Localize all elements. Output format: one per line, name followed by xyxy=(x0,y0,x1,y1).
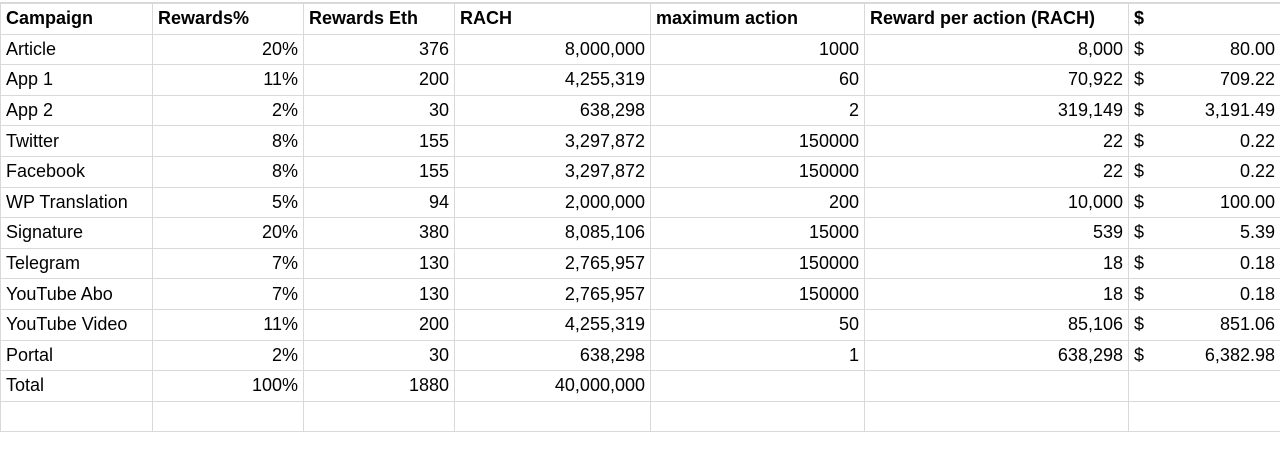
cell-empty[interactable] xyxy=(865,401,1129,432)
header-cell-usd[interactable]: $ xyxy=(1129,4,1280,35)
cell-campaign[interactable]: YouTube Abo xyxy=(1,279,153,310)
currency-symbol: $ xyxy=(1134,191,1145,212)
usd-value: 5.39 xyxy=(1239,222,1275,243)
cell-usd[interactable] xyxy=(1129,279,1280,310)
table-row xyxy=(1,309,1280,340)
cell-reward-per-action[interactable]: 85,106 xyxy=(865,309,1129,340)
cell-rach[interactable]: 638,298 xyxy=(455,340,651,371)
table-row xyxy=(1,156,1280,187)
cell-rewards-eth[interactable]: 30 xyxy=(304,340,455,371)
cell-max-action[interactable]: 150000 xyxy=(651,279,865,310)
header-cell-rach[interactable]: RACH xyxy=(455,4,651,35)
cell-total-rach[interactable]: 40,000,000 xyxy=(455,371,651,402)
cell-reward-per-action[interactable]: 18 xyxy=(865,279,1129,310)
cell-rewards-eth[interactable]: 200 xyxy=(304,65,455,96)
cell-reward-per-action[interactable]: 319,149 xyxy=(865,95,1129,126)
currency-symbol: $ xyxy=(1134,100,1145,121)
table-row xyxy=(1,218,1280,249)
cell-rach[interactable]: 638,298 xyxy=(455,95,651,126)
cell-max-action[interactable]: 15000 xyxy=(651,218,865,249)
table-row xyxy=(1,126,1280,157)
cell-usd[interactable] xyxy=(1129,340,1280,371)
cell-usd[interactable] xyxy=(1129,248,1280,279)
currency-symbol: $ xyxy=(1134,38,1145,59)
cell-rewards-eth[interactable]: 380 xyxy=(304,218,455,249)
cell-usd[interactable] xyxy=(1129,309,1280,340)
cell-rewards-pct[interactable]: 8% xyxy=(153,126,304,157)
cell-max-action[interactable]: 1000 xyxy=(651,34,865,65)
cell-campaign[interactable]: WP Translation xyxy=(1,187,153,218)
cell-max-action[interactable]: 50 xyxy=(651,309,865,340)
cell-rach[interactable]: 2,765,957 xyxy=(455,279,651,310)
cell-rewards-eth[interactable]: 155 xyxy=(304,156,455,187)
cell-max-action[interactable]: 150000 xyxy=(651,156,865,187)
cell-rach[interactable]: 4,255,319 xyxy=(455,309,651,340)
cell-rewards-pct[interactable]: 20% xyxy=(153,218,304,249)
cell-rach[interactable]: 8,085,106 xyxy=(455,218,651,249)
spreadsheet-table xyxy=(0,3,1280,432)
cell-rewards-pct[interactable]: 7% xyxy=(153,248,304,279)
cell-rewards-eth[interactable]: 130 xyxy=(304,248,455,279)
cell-rach[interactable]: 3,297,872 xyxy=(455,156,651,187)
currency-symbol: $ xyxy=(1134,130,1145,151)
cell-campaign[interactable]: YouTube Video xyxy=(1,309,153,340)
cell-rewards-eth[interactable]: 94 xyxy=(304,187,455,218)
table-row xyxy=(1,279,1280,310)
cell-rach[interactable]: 8,000,000 xyxy=(455,34,651,65)
cell-rewards-eth[interactable]: 155 xyxy=(304,126,455,157)
empty-row xyxy=(1,401,1280,432)
cell-usd[interactable] xyxy=(1129,187,1280,218)
cell-total-rewards-pct[interactable]: 100% xyxy=(153,371,304,402)
total-row xyxy=(1,371,1280,402)
cell-campaign[interactable]: Twitter xyxy=(1,126,153,157)
usd-value: 709.22 xyxy=(1219,69,1275,90)
cell-empty[interactable] xyxy=(1129,401,1280,432)
cell-reward-per-action[interactable]: 539 xyxy=(865,218,1129,249)
cell-max-action[interactable]: 200 xyxy=(651,187,865,218)
currency-symbol: $ xyxy=(1134,161,1145,182)
cell-empty[interactable] xyxy=(153,401,304,432)
cell-campaign[interactable]: App 2 xyxy=(1,95,153,126)
cell-campaign[interactable]: Telegram xyxy=(1,248,153,279)
cell-campaign[interactable]: Article xyxy=(1,34,153,65)
header-cell-campaign[interactable]: Campaign xyxy=(1,4,153,35)
cell-usd[interactable] xyxy=(1129,65,1280,96)
cell-rewards-pct[interactable]: 11% xyxy=(153,65,304,96)
cell-empty[interactable] xyxy=(455,401,651,432)
cell-reward-per-action[interactable]: 22 xyxy=(865,156,1129,187)
usd-value: 851.06 xyxy=(1219,314,1275,335)
cell-empty[interactable] xyxy=(651,371,865,402)
cell-rewards-pct[interactable]: 11% xyxy=(153,309,304,340)
cell-usd[interactable] xyxy=(1129,34,1280,65)
currency-symbol: $ xyxy=(1134,344,1145,365)
cell-max-action[interactable]: 150000 xyxy=(651,248,865,279)
cell-max-action[interactable]: 60 xyxy=(651,65,865,96)
cell-rach[interactable]: 2,765,957 xyxy=(455,248,651,279)
cell-rewards-eth[interactable]: 376 xyxy=(304,34,455,65)
cell-empty[interactable] xyxy=(1129,371,1280,402)
table-row xyxy=(1,34,1280,65)
cell-max-action[interactable]: 150000 xyxy=(651,126,865,157)
usd-value: 0.18 xyxy=(1239,253,1275,274)
usd-value: 6,382.98 xyxy=(1204,344,1275,365)
cell-max-action[interactable]: 1 xyxy=(651,340,865,371)
cell-rach[interactable]: 4,255,319 xyxy=(455,65,651,96)
cell-rewards-pct[interactable]: 7% xyxy=(153,279,304,310)
table-row xyxy=(1,340,1280,371)
cell-usd[interactable] xyxy=(1129,218,1280,249)
cell-rewards-pct[interactable]: 2% xyxy=(153,95,304,126)
header-row xyxy=(1,4,1280,35)
cell-rewards-eth[interactable]: 130 xyxy=(304,279,455,310)
cell-campaign[interactable]: App 1 xyxy=(1,65,153,96)
cell-campaign[interactable]: Signature xyxy=(1,218,153,249)
cell-campaign[interactable]: Facebook xyxy=(1,156,153,187)
usd-value: 100.00 xyxy=(1219,191,1275,212)
usd-value: 0.22 xyxy=(1239,130,1275,151)
cell-usd[interactable] xyxy=(1129,95,1280,126)
cell-usd[interactable] xyxy=(1129,126,1280,157)
cell-reward-per-action[interactable]: 10,000 xyxy=(865,187,1129,218)
cell-reward-per-action[interactable]: 22 xyxy=(865,126,1129,157)
table-row xyxy=(1,248,1280,279)
cell-rach[interactable]: 2,000,000 xyxy=(455,187,651,218)
usd-value: 0.18 xyxy=(1239,283,1275,304)
header-cell-rewards-eth[interactable]: Rewards Eth xyxy=(304,4,455,35)
cell-rewards-pct[interactable]: 8% xyxy=(153,156,304,187)
cell-max-action[interactable]: 2 xyxy=(651,95,865,126)
cell-empty[interactable] xyxy=(304,401,455,432)
cell-usd[interactable] xyxy=(1129,156,1280,187)
cell-rewards-pct[interactable]: 20% xyxy=(153,34,304,65)
usd-value: 0.22 xyxy=(1239,161,1275,182)
cell-reward-per-action[interactable]: 70,922 xyxy=(865,65,1129,96)
cell-total-label[interactable]: Total xyxy=(1,371,153,402)
header-cell-reward-per-action[interactable]: Reward per action (RACH) xyxy=(865,4,1129,35)
cell-rewards-eth[interactable]: 30 xyxy=(304,95,455,126)
cell-campaign[interactable]: Portal xyxy=(1,340,153,371)
currency-symbol: $ xyxy=(1134,283,1145,304)
cell-empty[interactable] xyxy=(651,401,865,432)
cell-empty[interactable] xyxy=(865,371,1129,402)
cell-total-rewards-eth[interactable]: 1880 xyxy=(304,371,455,402)
usd-value: 3,191.49 xyxy=(1204,100,1275,121)
header-cell-rewards-pct[interactable]: Rewards% xyxy=(153,4,304,35)
cell-rewards-pct[interactable]: 2% xyxy=(153,340,304,371)
table-row xyxy=(1,65,1280,96)
currency-symbol: $ xyxy=(1134,69,1145,90)
header-cell-max-action[interactable]: maximum action xyxy=(651,4,865,35)
cell-rewards-eth[interactable]: 200 xyxy=(304,309,455,340)
cell-rewards-pct[interactable]: 5% xyxy=(153,187,304,218)
cell-rach[interactable]: 3,297,872 xyxy=(455,126,651,157)
cell-reward-per-action[interactable]: 638,298 xyxy=(865,340,1129,371)
currency-symbol: $ xyxy=(1134,253,1145,274)
currency-symbol: $ xyxy=(1134,222,1145,243)
cell-reward-per-action[interactable]: 8,000 xyxy=(865,34,1129,65)
usd-value: 80.00 xyxy=(1229,38,1275,59)
currency-symbol: $ xyxy=(1134,314,1145,335)
table-row xyxy=(1,95,1280,126)
table-row xyxy=(1,187,1280,218)
cell-empty[interactable] xyxy=(1,401,153,432)
cell-reward-per-action[interactable]: 18 xyxy=(865,248,1129,279)
